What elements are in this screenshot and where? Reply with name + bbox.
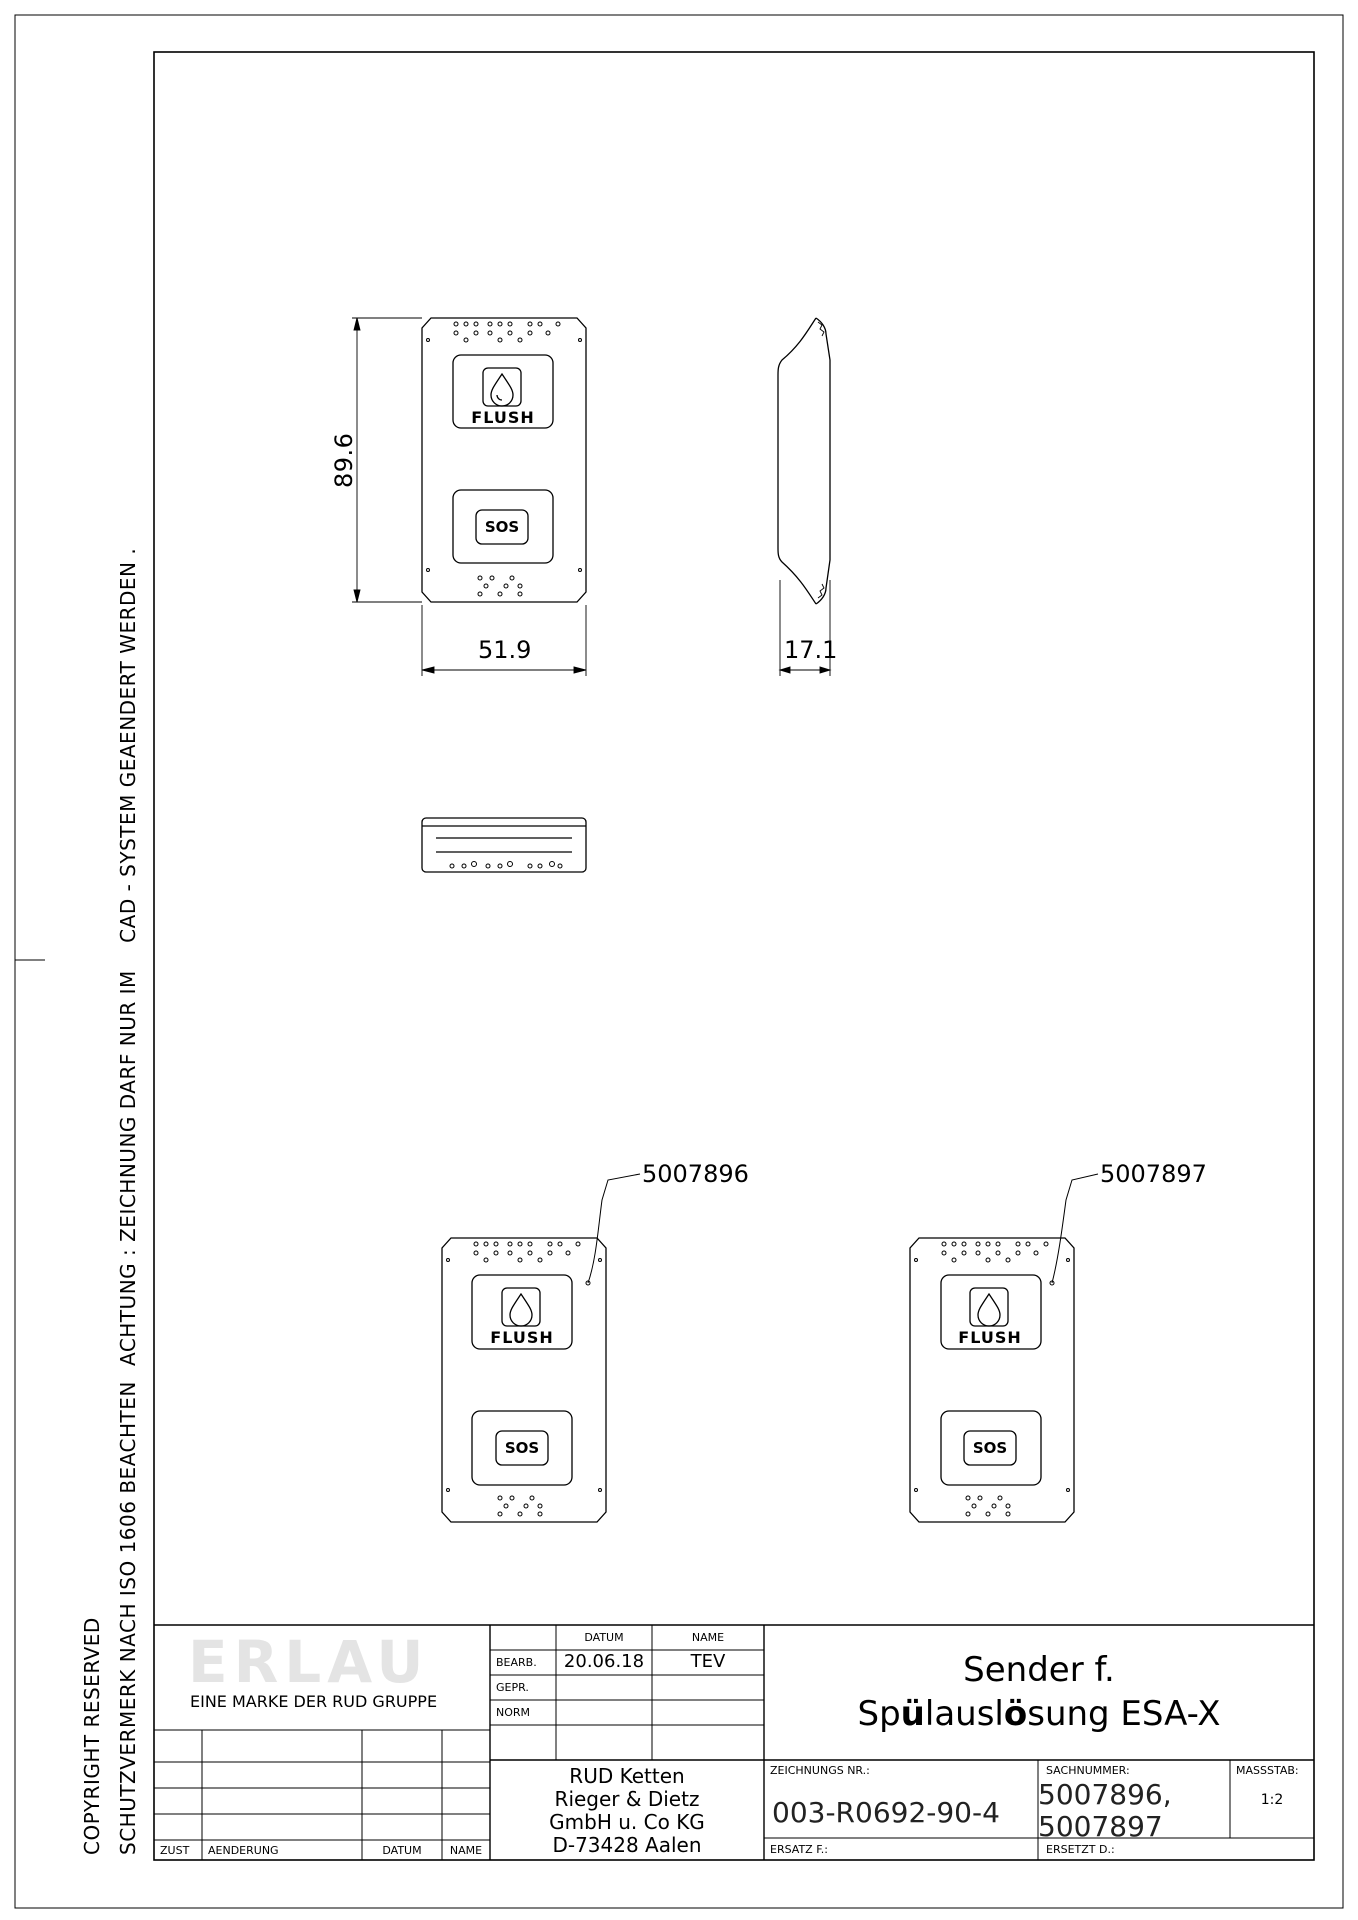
left-sos-label: SOS [504, 1439, 540, 1457]
revision-name-header: NAME [449, 1844, 483, 1857]
drawing-title-line1: Sender f. [963, 1650, 1115, 1690]
protection-note: SCHUTZVERMERK NACH ISO 1606 BEACHTEN [116, 1381, 140, 1855]
company-line4: D-73428 Aalen [552, 1833, 702, 1857]
scale-value: 1:2 [1260, 1792, 1284, 1808]
dimension-lines [352, 318, 830, 676]
front-flush-label: FLUSH [471, 408, 535, 427]
row-bearb: BEARB. [496, 1656, 537, 1669]
variant-right-view [910, 1238, 1074, 1522]
outer-frame [15, 15, 1343, 1908]
variant-left-view [442, 1238, 606, 1522]
replaced-by-label: ERSETZT D.: [1046, 1843, 1115, 1856]
bearb-datum: 20.06.18 [563, 1651, 645, 1672]
front-view [422, 318, 586, 602]
bearb-name: TEV [690, 1651, 726, 1672]
variant-right-leader [1052, 1174, 1098, 1283]
drawing-number: 003-R0692-90-4 [772, 1796, 1000, 1829]
right-flush-label: FLUSH [958, 1328, 1022, 1347]
variant-left-leader [588, 1174, 640, 1283]
company-line3: GmbH u. Co KG [549, 1810, 705, 1834]
revision-zust-header: ZUST [160, 1844, 190, 1857]
height-dimension: 89.6 [330, 432, 358, 488]
part-number-label: SACHNUMMER: [1046, 1764, 1130, 1777]
row-norm: NORM [496, 1706, 531, 1719]
company-line1: RUD Ketten [569, 1764, 685, 1788]
depth-dimension: 17.1 [784, 636, 838, 664]
left-flush-label: FLUSH [490, 1328, 554, 1347]
right-sos-label: SOS [972, 1439, 1008, 1457]
part-number-line2: 5007897 [1038, 1810, 1163, 1843]
col-name-header: NAME [691, 1631, 725, 1644]
row-gepr: GEPR. [496, 1681, 529, 1694]
brand-tagline: EINE MARKE DER RUD GRUPPE [190, 1692, 438, 1711]
inner-frame [154, 52, 1314, 1860]
revision-aenderung-header: AENDERUNG [208, 1844, 279, 1857]
front-sos-label: SOS [484, 518, 520, 536]
top-view [422, 818, 586, 872]
col-datum-header: DATUM [584, 1631, 624, 1644]
cad-warning-note: ACHTUNG : ZEICHNUNG DARF NUR IM CAD - SYSTEM GEAENDERT WERDEN . [116, 547, 140, 1366]
drawing-number-label: ZEICHNUNGS NR.: [770, 1764, 870, 1777]
replaces-label: ERSATZ F.: [770, 1843, 828, 1856]
drawing-title-line2: Spülauslösung ESA-X [857, 1694, 1221, 1734]
copyright-note: COPYRIGHT RESERVED [80, 1617, 104, 1855]
scale-label: MASSSTAB: [1236, 1764, 1299, 1777]
revision-datum-header: DATUM [382, 1844, 422, 1857]
company-line2: Rieger & Dietz [554, 1787, 700, 1811]
variant-right-label: 5007897 [1100, 1160, 1207, 1188]
brand-logo: ERLAU [188, 1628, 430, 1696]
part-number-line1: 5007896, [1038, 1778, 1172, 1811]
variant-left-label: 5007896 [642, 1160, 749, 1188]
side-view [778, 318, 830, 604]
width-dimension: 51.9 [478, 636, 532, 664]
